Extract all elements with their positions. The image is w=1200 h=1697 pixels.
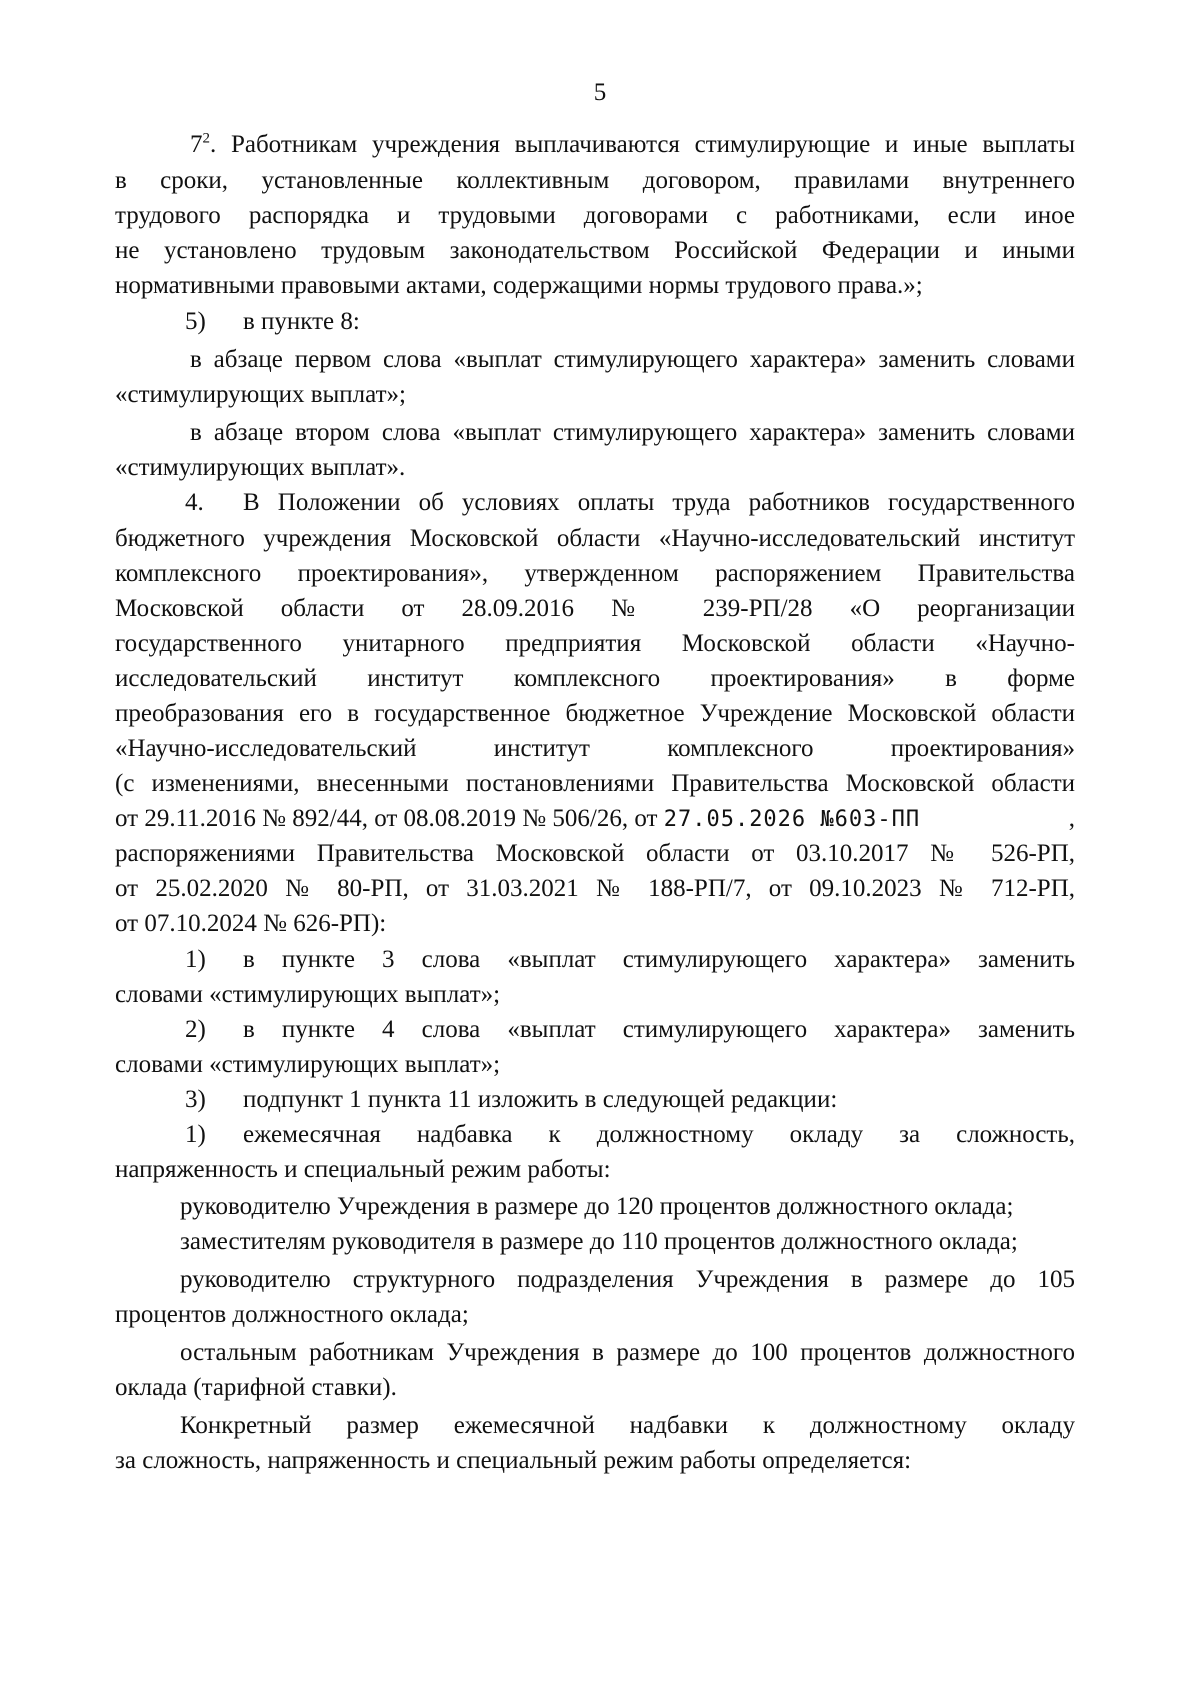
list-item	[115, 305, 1075, 339]
list-item	[115, 486, 1075, 520]
item-number: 7	[190, 131, 203, 158]
paragraph-line: преобразования его в государственное бюджетное Учреждение Московской области	[115, 700, 1075, 727]
list-item-number: 1)	[185, 946, 206, 973]
paragraph-line: в сроки, установленные коллективным договором, правилами внутреннего	[115, 167, 1075, 194]
paragraph-text: . Работникам учреждения выплачиваются стимулирующие и иные выплаты	[210, 131, 1075, 158]
paragraph-line: исследовательский институт комплексного проектирования» в форме	[115, 665, 1075, 692]
paragraph-line: от 25.02.2020 № 80-РП, от 31.03.2021 № 188-РП/7, от 09.10.2023 № 712-РП,	[115, 875, 1075, 902]
paragraph-line: оклада (тарифной ставки).	[115, 1374, 397, 1401]
paragraph-line: руководителю структурного подразделения Учреждения в размере до 105	[180, 1266, 1075, 1293]
paragraph-line: трудового распорядка и трудовыми договорами с работниками, если иное	[115, 202, 1075, 229]
paragraph-line	[115, 802, 1075, 836]
list-item-number: 3)	[185, 1086, 206, 1113]
list-item-text: подпункт 1 пункта 11 изложить в следующей редакции:	[243, 1086, 838, 1113]
list-item-number: 1)	[185, 1121, 206, 1148]
paragraph-line	[190, 128, 1075, 162]
paragraph-line: не установлено трудовым законодательством Российской Федерации и иными	[115, 237, 1075, 264]
list-item-number: 5)	[185, 308, 206, 335]
paragraph-line: (с изменениями, внесенными постановлениями Правительства Московской области	[115, 770, 1075, 797]
paragraph-line: словами «стимулирующих выплат»;	[115, 1051, 501, 1078]
paragraph-line: комплексного проектирования», утвержденном распоряжением Правительства	[115, 560, 1075, 587]
list-item-text: В Положении об условиях оплаты труда работников государственного	[243, 489, 1075, 516]
paragraph-line: процентов должностного оклада;	[115, 1301, 469, 1328]
paragraph-line: «стимулирующих выплат»;	[115, 381, 406, 408]
list-item-text: в пункте 4 слова «выплат стимулирующего характера» заменить	[243, 1016, 1075, 1043]
paragraph-line: в абзаце первом слова «выплат стимулирующего характера» заменить словами	[190, 346, 1075, 373]
paragraph-line: Конкретный размер ежемесячной надбавки к должностному окладу	[180, 1412, 1075, 1439]
page-number: 5	[593, 79, 607, 106]
paragraph-line: напряженность и специальный режим работы:	[115, 1156, 611, 1183]
paragraph-line: «стимулирующих выплат».	[115, 454, 406, 481]
paragraph-line: распоряжениями Правительства Московской области от 03.10.2017 № 526-РП,	[115, 840, 1075, 867]
list-item	[115, 1118, 1075, 1152]
paragraph-line: от 07.10.2024 № 626-РП):	[115, 910, 387, 937]
list-item	[115, 1013, 1075, 1047]
item-number-superscript: 2	[202, 130, 210, 147]
paragraph-line: Московской области от 28.09.2016 № 239-РП/28 «О реорганизации	[115, 595, 1075, 622]
list-item-number: 4.	[185, 489, 204, 516]
paragraph-text: ,	[1068, 805, 1075, 832]
list-item	[115, 1083, 1075, 1117]
list-item-text: в пункте 8:	[243, 308, 360, 335]
list-item	[115, 943, 1075, 977]
list-item-text: в пункте 3 слова «выплат стимулирующего характера» заменить	[243, 946, 1075, 973]
paragraph-line: нормативными правовыми актами, содержащими нормы трудового права.»;	[115, 272, 923, 299]
paragraph-line: за сложность, напряженность и специальный режим работы определяется:	[115, 1447, 912, 1474]
paragraph-line: остальным работникам Учреждения в размере до 100 процентов должностного	[180, 1339, 1075, 1366]
paragraph-line: руководителю Учреждения в размере до 120 процентов должностного оклада;	[180, 1193, 1014, 1220]
paragraph-line: бюджетного учреждения Московской области «Научно-исследовательский институт	[115, 525, 1075, 552]
paragraph-text: от 29.11.2016 № 892/44, от 08.08.2019 № 506/26, от	[115, 805, 658, 832]
paragraph-line: в абзаце втором слова «выплат стимулирующего характера» заменить словами	[190, 419, 1075, 446]
paragraph-line: «Научно-исследовательский институт комплексного проектирования»	[115, 735, 1075, 762]
paragraph-line: заместителям руководителя в размере до 110 процентов должностного оклада;	[180, 1228, 1018, 1255]
registration-stamp: 27.05.2026 №603-ПП	[663, 807, 921, 832]
paragraph-line: словами «стимулирующих выплат»;	[115, 981, 501, 1008]
paragraph-line: государственного унитарного предприятия Московской области «Научно-	[115, 630, 1075, 657]
list-item-number: 2)	[185, 1016, 206, 1043]
list-item-text: ежемесячная надбавка к должностному окладу за сложность,	[243, 1121, 1075, 1148]
